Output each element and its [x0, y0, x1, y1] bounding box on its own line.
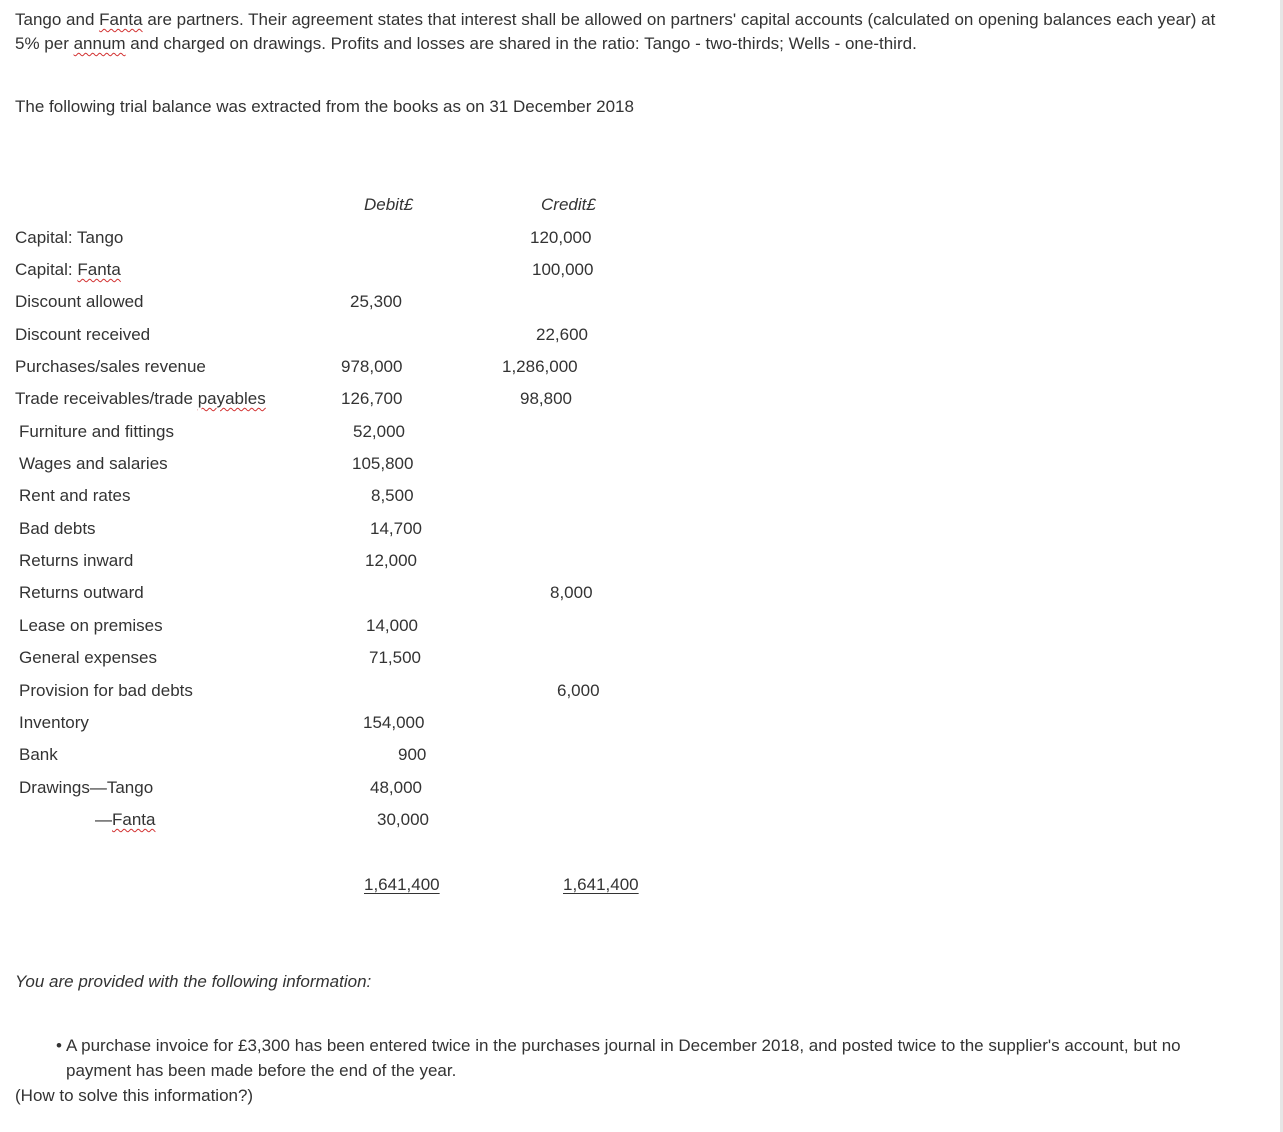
row-credit: 100,000 [532, 260, 594, 279]
row-label [95, 810, 155, 830]
intro-text: and charged on drawings. Profits and losses are shared in the ratio: Tango - two-thirds; Wells - one-third. [125, 34, 917, 53]
row-label: Returns outward [19, 583, 144, 602]
bullet-line-1: A purchase invoice for £3,300 has been entered twice in the purchases journal in December 2018, and posted twice to the supplier's account, but no [66, 1036, 1181, 1055]
intro-line-2 [15, 32, 1260, 56]
row-label-text: — [95, 810, 112, 829]
intro-text: Tango and [15, 10, 100, 29]
row-debit: 25,300 [350, 292, 402, 311]
row-debit: 12,000 [365, 551, 417, 570]
row-debit: 30,000 [377, 810, 429, 829]
row-label: Bank [19, 745, 58, 764]
bullet-dot: • [56, 1036, 62, 1055]
row-credit: 8,000 [550, 583, 593, 602]
question-text: (How to solve this information?) [15, 1086, 254, 1105]
row-debit: 48,000 [370, 778, 422, 797]
row-label-text: Capital: [15, 260, 78, 279]
row-label: Provision for bad debts [19, 681, 193, 700]
credit-total: 1,641,400 [563, 875, 639, 894]
row-credit: 22,600 [536, 325, 588, 344]
row-label: Discount allowed [15, 292, 144, 311]
row-label: Lease on premises [19, 616, 163, 635]
row-label: Capital: Tango [15, 228, 124, 247]
row-label: Furniture and fittings [19, 422, 174, 441]
annum-word: annum [73, 34, 126, 53]
row-debit: 900 [398, 745, 427, 764]
debit-header: Debit£ [364, 195, 414, 214]
row-debit: 126,700 [341, 389, 403, 408]
row-debit: 52,000 [353, 422, 405, 441]
partner-name-fanta: Fanta [112, 810, 156, 829]
provided-info-heading: You are provided with the following information: [15, 972, 372, 991]
row-credit: 1,286,000 [502, 357, 578, 376]
row-debit: 154,000 [363, 713, 425, 732]
row-credit: 98,800 [520, 389, 572, 408]
row-debit: 14,000 [366, 616, 418, 635]
row-debit: 14,700 [370, 519, 422, 538]
row-debit: 105,800 [352, 454, 414, 473]
row-debit: 71,500 [369, 648, 421, 667]
row-label: Purchases/sales revenue [15, 357, 206, 376]
row-label: Discount received [15, 325, 151, 344]
bullet-line-2: payment has been made before the end of the year. [66, 1061, 457, 1080]
row-label [15, 260, 121, 280]
row-label: Returns inward [19, 551, 134, 570]
trial-balance-intro: The following trial balance was extracted from the books as on 31 December 2018 [15, 97, 634, 116]
row-label [15, 389, 266, 409]
intro-line-1 [15, 8, 1260, 32]
row-credit: 6,000 [557, 681, 600, 700]
intro-paragraph [15, 8, 1260, 56]
row-label-text: Trade receivables/trade [15, 389, 198, 408]
payables-word: payables [197, 389, 266, 408]
row-label: General expenses [19, 648, 157, 667]
intro-text: are partners. Their agreement states that interest shall be allowed on partners' capital accounts (calculated on opening balances each year) at [142, 10, 1216, 29]
intro-text: 5% per [15, 34, 74, 53]
partner-name-fanta: Fanta [99, 10, 143, 29]
row-label: Bad debts [19, 519, 96, 538]
row-debit: 8,500 [371, 486, 414, 505]
credit-header: Credit£ [541, 195, 596, 214]
row-credit: 120,000 [530, 228, 592, 247]
row-debit: 978,000 [341, 357, 403, 376]
debit-total: 1,641,400 [364, 875, 440, 894]
row-label: Drawings—Tango [19, 778, 154, 797]
partner-name-fanta: Fanta [77, 260, 121, 279]
row-label: Inventory [19, 713, 89, 732]
row-label: Wages and salaries [19, 454, 168, 473]
row-label: Rent and rates [19, 486, 131, 505]
